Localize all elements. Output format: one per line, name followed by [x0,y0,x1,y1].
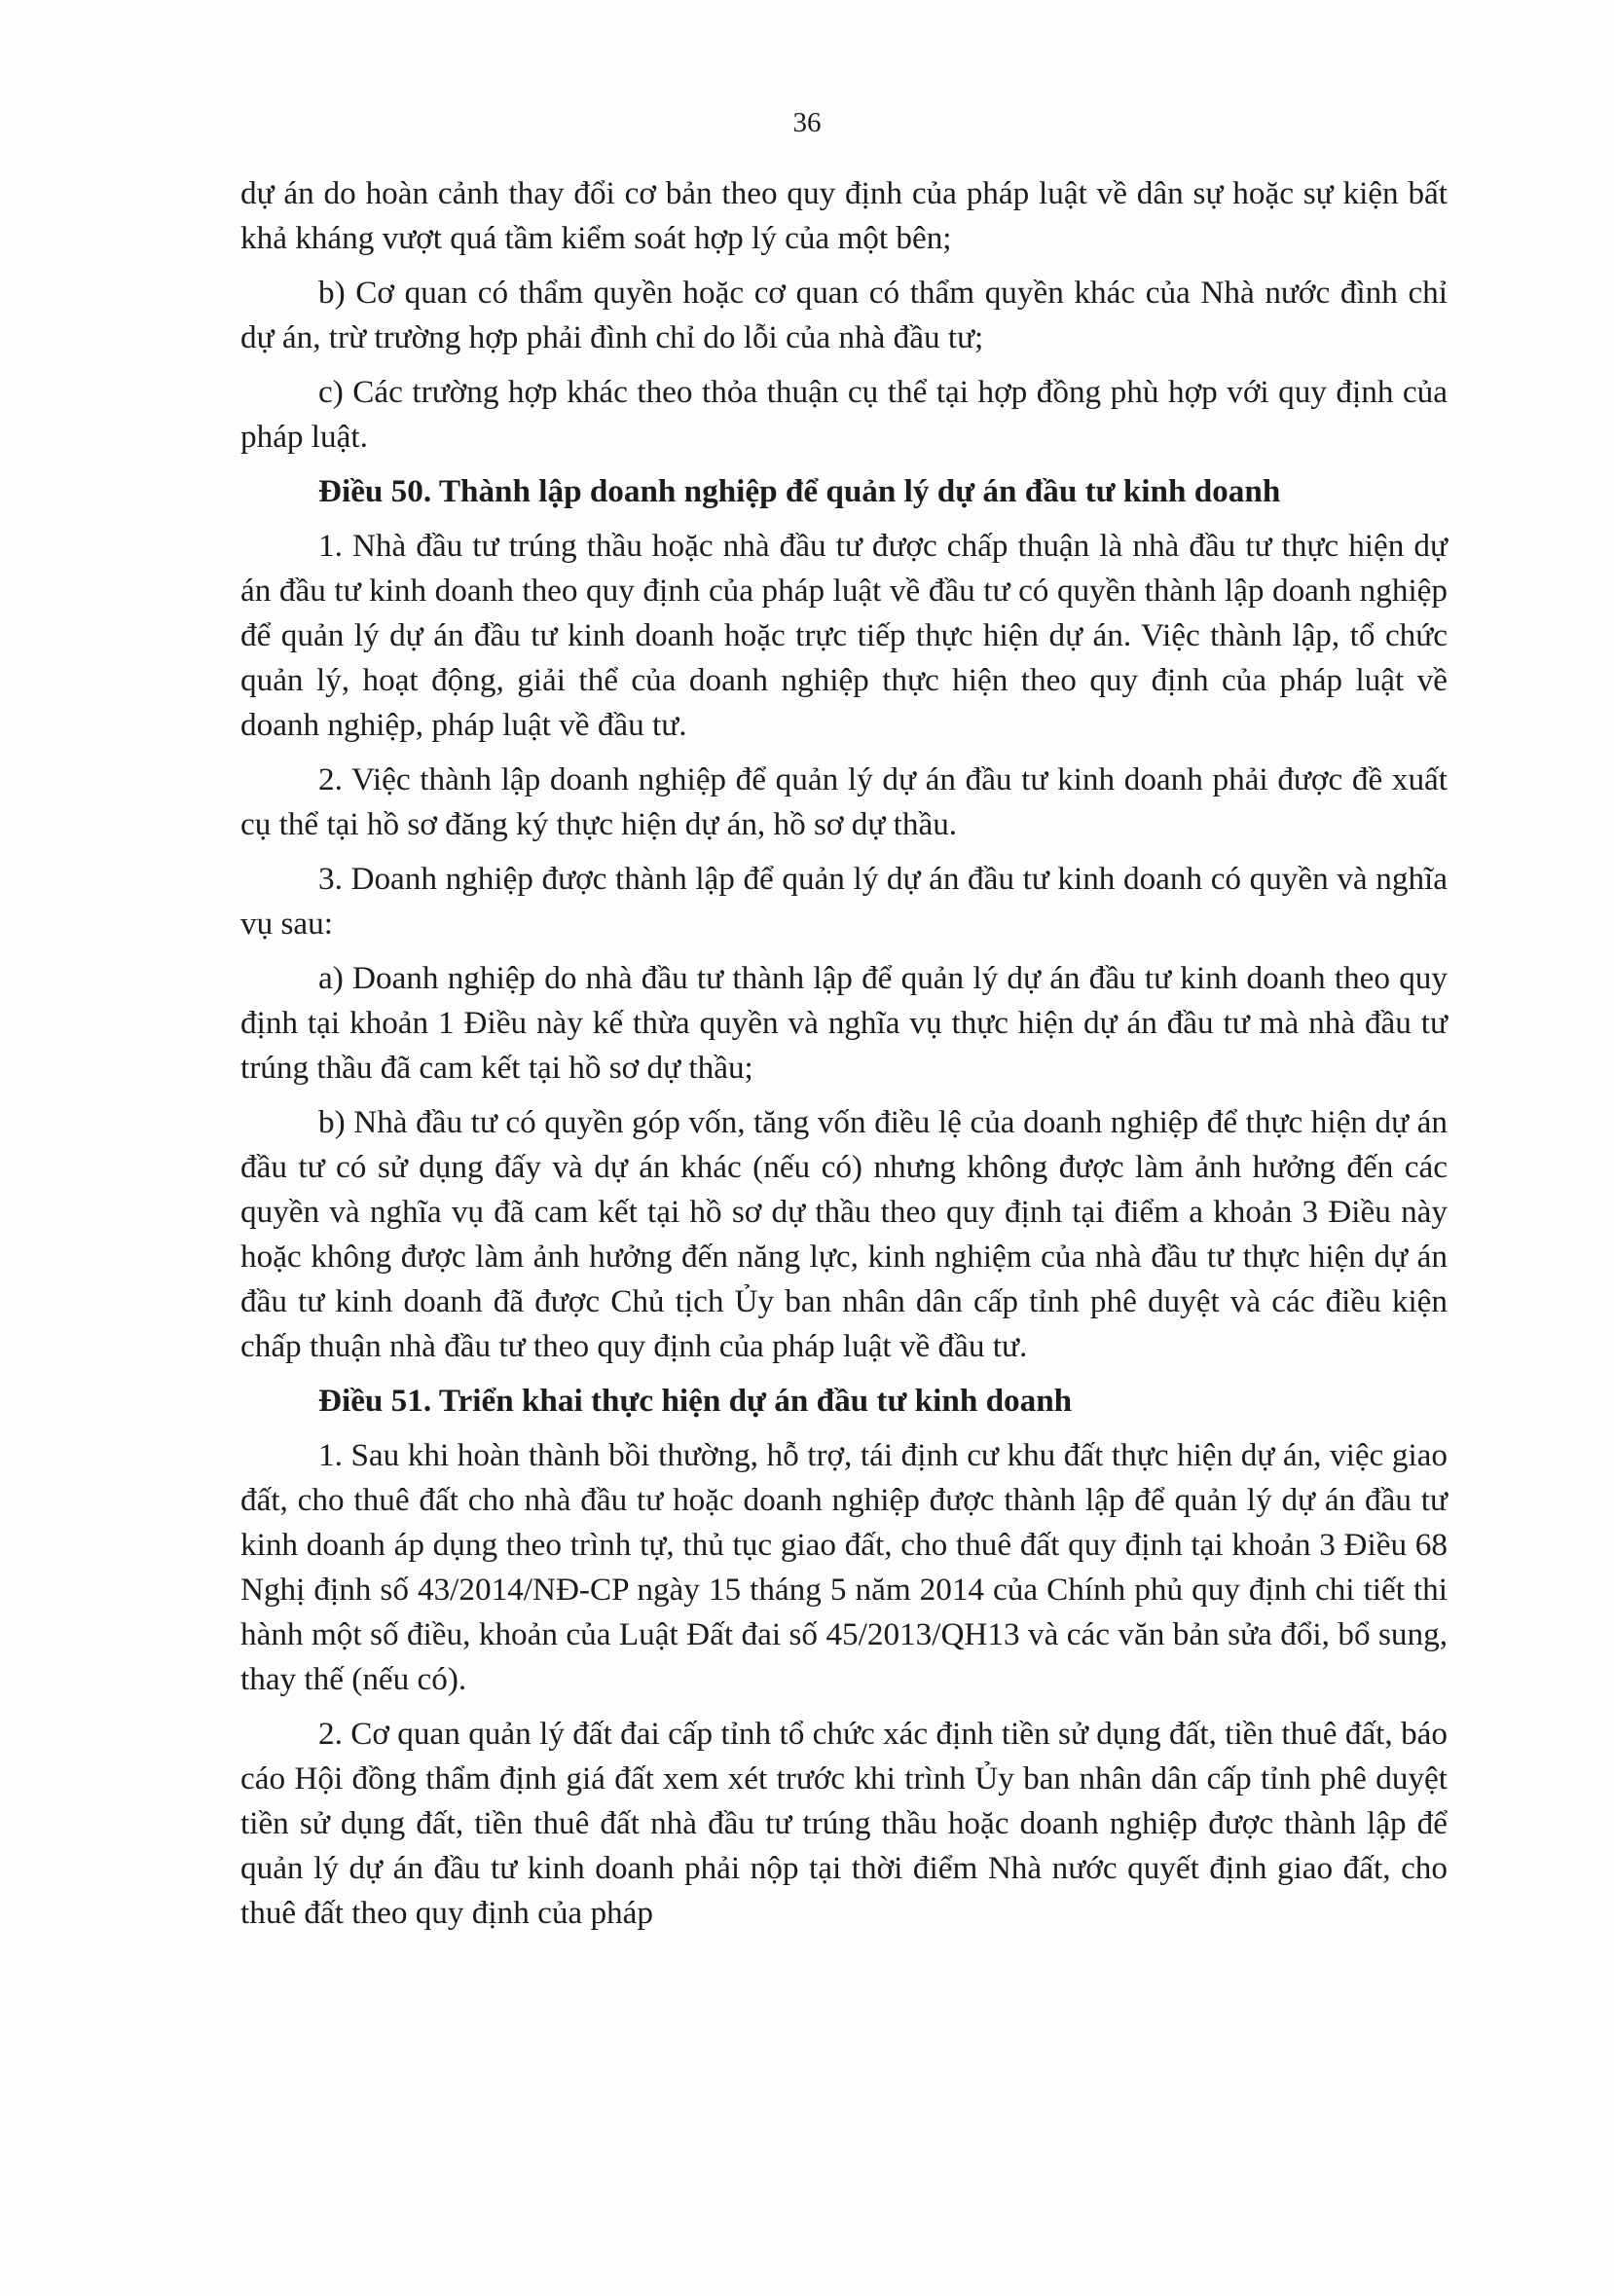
paragraph: 3. Doanh nghiệp được thành lập để quản lý dự án đầu tư kinh doanh có quyền và nghĩa vụ sau: [240,861,1448,942]
paragraph: b) Nhà đầu tư có quyền góp vốn, tăng vốn điều lệ của doanh nghiệp để thực hiện dự án đầu tư có sử dụng đấy và dự án khác (nếu có) nhưng không được làm ảnh hưởng đến các quyền và nghĩa vụ đã cam kết tại hồ sơ dự thầu theo quy định tại điểm a khoản 3 Điều này hoặc không được làm ảnh hưởng đến năng lực, kinh nghiệm của nhà đầu tư thực hiện dự án đầu tư kinh doanh đã được Chủ tịch Ủy ban nhân dân cấp tỉnh phê duyệt và các điều kiện chấp thuận nhà đầu tư theo quy định của pháp luật về đầu tư. [240,1104,1448,1364]
paragraph: 1. Nhà đầu tư trúng thầu hoặc nhà đầu tư được chấp thuận là nhà đầu tư thực hiện dự án đầu tư kinh doanh theo quy định của pháp luật về đầu tư có quyền thành lập doanh nghiệp để quản lý dự án đầu tư kinh doanh hoặc trực tiếp thực hiện dự án. Việc thành lập, tổ chức quản lý, hoạt động, giải thể của doanh nghiệp thực hiện theo quy định của pháp luật về doanh nghiệp, pháp luật về đầu tư. [240,528,1448,743]
article-heading: Điều 51. Triển khai thực hiện dự án đầu tư kinh doanh [318,1383,1073,1419]
paragraph: 2. Cơ quan quản lý đất đai cấp tỉnh tổ chức xác định tiền sử dụng đất, tiền thuê đất, báo cáo Hội đồng thẩm định giá đất xem xét trước khi trình Ủy ban nhân dân cấp tỉnh phê duyệt tiền sử dụng đất, tiền thuê đất nhà đầu tư trúng thầu hoặc doanh nghiệp được thành lập để quản lý dự án đầu tư kinh doanh phải nộp tại thời điểm Nhà nước quyết định giao đất, cho thuê đất theo quy định của pháp [240,1716,1448,1931]
paragraph: b) Cơ quan có thẩm quyền hoặc cơ quan có thẩm quyền khác của Nhà nước đình chỉ dự án, trừ trường hợp phải đình chỉ do lỗi của nhà đầu tư; [240,275,1448,355]
paragraph: dự án do hoàn cảnh thay đổi cơ bản theo quy định của pháp luật về dân sự hoặc sự kiện bất khả kháng vượt quá tầm kiểm soát hợp lý của một bên; [240,175,1448,256]
page-number: 36 [792,107,822,138]
paragraph: c) Các trường hợp khác theo thỏa thuận cụ thể tại hợp đồng phù hợp với quy định của pháp luật. [240,374,1448,455]
paragraph: 2. Việc thành lập doanh nghiệp để quản lý dự án đầu tư kinh doanh phải được đề xuất cụ thể tại hồ sơ đăng ký thực hiện dự án, hồ sơ dự thầu. [240,761,1448,842]
paragraph: 1. Sau khi hoàn thành bồi thường, hỗ trợ, tái định cư khu đất thực hiện dự án, việc giao đất, cho thuê đất cho nhà đầu tư hoặc doanh nghiệp được thành lập để quản lý dự án đầu tư kinh doanh áp dụng theo trình tự, thủ tục giao đất, cho thuê đất quy định tại khoản 3 Điều 68 Nghị định số 43/2014/NĐ-CP ngày 15 tháng 5 năm 2014 của Chính phủ quy định chi tiết thi hành một số điều, khoản của Luật Đất đai số 45/2013/QH13 và các văn bản sửa đổi, bổ sung, thay thế (nếu có). [240,1437,1448,1697]
paragraph: a) Doanh nghiệp do nhà đầu tư thành lập để quản lý dự án đầu tư kinh doanh theo quy định tại khoản 1 Điều này kế thừa quyền và nghĩa vụ thực hiện dự án đầu tư mà nhà đầu tư trúng thầu đã cam kết tại hồ sơ dự thầu; [240,960,1448,1086]
document-body [240,171,1448,1945]
article-heading: Điều 50. Thành lập doanh nghiệp để quản lý dự án đầu tư kinh doanh [318,473,1281,509]
